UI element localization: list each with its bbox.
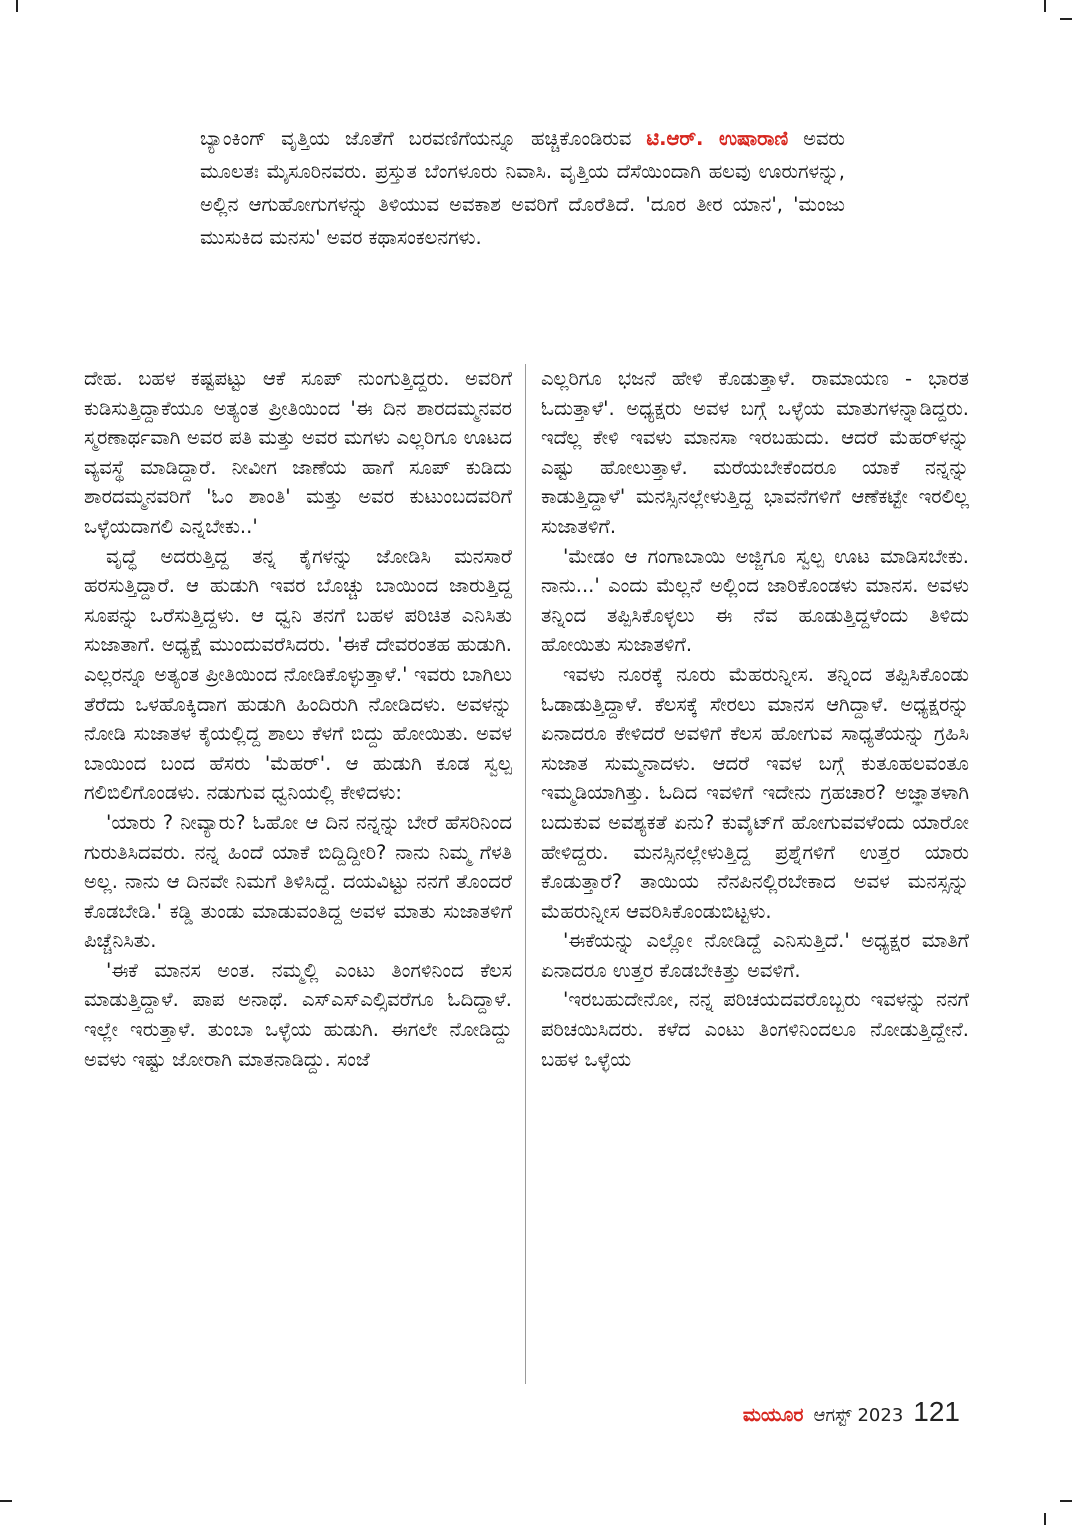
author-name: ಟಿ.ಆರ್. ಉಷಾರಾಣಿ <box>646 127 789 150</box>
paragraph: ವೃದ್ಧೆ ಅದರುತ್ತಿದ್ದ ತನ್ನ ಕೈಗಳನ್ನು ಜೋಡಿಸಿ ಮನಸಾರೆ ಹರಸುತ್ತಿದ್ದಾರೆ. ಆ ಹುಡುಗಿ ಇವರ ಬೊಚ್ಚು ಬಾಯಿಂದ ಜಾರುತ್ತಿದ್ದ ಸೂಪನ್ನು ಒರೆಸುತ್ತಿದ್ದಳು. ಆ ಧ್ವನಿ ತನಗೆ ಬಹಳ ಪರಿಚಿತ ಎನಿಸಿತು ಸುಜಾತಾಗೆ. ಅಧ್ಯಕ್ಷೆ ಮುಂದುವರೆಸಿದರು. 'ಈಕೆ ದೇವರಂತಹ ಹುಡುಗಿ. ಎಲ್ಲರನ್ನೂ ಅತ್ಯಂತ ಪ್ರೀತಿಯಿಂದ ನೋಡಿಕೊಳ್ಳುತ್ತಾಳೆ.' ಇವರು ಬಾಗಿಲು ತೆರೆದು ಒಳಹೊಕ್ಕಿದಾಗ ಹುಡುಗಿ ಹಿಂದಿರುಗಿ ನೋಡಿದಳು. ಅವಳನ್ನು ನೋಡಿ ಸುಜಾತಳ ಕೈಯಲ್ಲಿದ್ದ ಶಾಲು ಕೆಳಗೆ ಬಿದ್ದು ಹೋಯಿತು. ಅವಳ ಬಾಯಿಂದ ಬಂದ ಹೆಸರು 'ಮೆಹರ್'. ಆ ಹುಡುಗಿ ಕೂಡ ಸ್ವಲ್ಪ ಗಲಿಬಿಲಿಗೊಂಡಳು. ನಡುಗುವ ಧ್ವನಿಯಲ್ಲಿ ಕೇಳಿದಳು: <box>84 544 512 805</box>
crop-mark-right-bottom <box>1060 1500 1072 1502</box>
author-bio <box>200 122 845 254</box>
paragraph: ಇವಳು ನೂರಕ್ಕೆ ನೂರು ಮೆಹರುನ್ನೀಸ. ತನ್ನಿಂದ ತಪ್ಪಿಸಿಕೊಂಡು ಓಡಾಡುತ್ತಿದ್ದಾಳೆ. ಕೆಲಸಕ್ಕೆ ಸೇರಲು ಮಾನಸ ಆಗಿದ್ದಾಳೆ. ಅಧ್ಯಕ್ಷರನ್ನು ಏನಾದರೂ ಕೇಳಿದರೆ ಅವಳಿಗೆ ಕೆಲಸ ಹೋಗುವ ಸಾಧ್ಯತೆಯನ್ನು ಗ್ರಹಿಸಿ ಸುಜಾತ ಸುಮ್ಮನಾದಳು. ಆದರೆ ಇವಳ ಬಗ್ಗೆ ಕುತೂಹಲವಂತೂ ಇಮ್ಮಡಿಯಾಗಿತ್ತು. ಓದಿದ ಇವಳಿಗೆ ಇದೇನು ಗ್ರಹಚಾರ? ಅಜ್ಞಾತಳಾಗಿ ಬದುಕುವ ಅವಶ್ಯಕತೆ ಏನು? ಕುವೈಟ್‌ಗೆ ಹೋಗುವವಳೆಂದು ಯಾರೋ ಹೇಳಿದ್ದರು. ಮನಸ್ಸಿನಲ್ಲೇಳುತ್ತಿದ್ದ ಪ್ರಶ್ನೆಗಳಿಗೆ ಉತ್ತರ ಯಾರು ಕೊಡುತ್ತಾರೆ? ತಾಯಿಯ ನೆನಪಿನಲ್ಲಿರಬೇಕಾದ ಅವಳ ಮನಸ್ಸನ್ನು ಮೆಹರುನ್ನೀಸ ಆವರಿಸಿಕೊಂಡುಬಿಟ್ಟಳು. <box>541 662 969 923</box>
paragraph: ದೇಹ. ಬಹಳ ಕಷ್ಟಪಟ್ಟು ಆಕೆ ಸೂಪ್ ನುಂಗುತ್ತಿದ್ದರು. ಅವರಿಗೆ ಕುಡಿಸುತ್ತಿದ್ದಾಕೆಯೂ ಅತ್ಯಂತ ಪ್ರೀತಿಯಿಂದ 'ಈ ದಿನ ಶಾರದಮ್ಮನವರ ಸ್ಮರಣಾರ್ಥವಾಗಿ ಅವರ ಪತಿ ಮತ್ತು ಅವರ ಮಗಳು ಎಲ್ಲರಿಗೂ ಊಟದ ವ್ಯವಸ್ಥೆ ಮಾಡಿದ್ದಾರೆ. ನೀವೀಗ ಜಾಣೆಯ ಹಾಗೆ ಸೂಪ್ ಕುಡಿದು ಶಾರದಮ್ಮನವರಿಗೆ 'ಓಂ ಶಾಂತಿ' ಮತ್ತು ಅವರ ಕುಟುಂಬದವರಿಗೆ ಒಳ್ಳೆಯದಾಗಲಿ ಎನ್ನಬೇಕು..' <box>84 367 512 538</box>
paragraph: ಎಲ್ಲರಿಗೂ ಭಜನೆ ಹೇಳಿ ಕೊಡುತ್ತಾಳೆ. ರಾಮಾಯಣ - ಭಾರತ ಓದುತ್ತಾಳೆ'. ಅಧ್ಯಕ್ಷರು ಅವಳ ಬಗ್ಗೆ ಒಳ್ಳೆಯ ಮಾತುಗಳನ್ನಾಡಿದ್ದರು. ಇದೆಲ್ಲ ಕೇಳಿ ಇವಳು ಮಾನಸಾ ಇರಬಹುದು. ಆದರೆ ಮೆಹರ್‌ಳನ್ನು ಎಷ್ಟು ಹೋಲುತ್ತಾಳೆ. ಮರೆಯಬೇಕೆಂದರೂ ಯಾಕೆ ನನ್ನನ್ನು ಕಾಡುತ್ತಿದ್ದಾಳೆ' ಮನಸ್ಸಿನಲ್ಲೇಳುತ್ತಿದ್ದ ಭಾವನೆಗಳಿಗೆ ಆಣೆಕಟ್ಟೇ ಇರಲಿಲ್ಲ ಸುಜಾತಳಿಗೆ. <box>541 367 969 538</box>
paragraph: 'ಮೇಡಂ ಆ ಗಂಗಾಬಾಯಿ ಅಜ್ಜಿಗೂ ಸ್ವಲ್ಪ ಊಟ ಮಾಡಿಸಬೇಕು. ನಾನು...' ಎಂದು ಮೆಲ್ಲನೆ ಅಲ್ಲಿಂದ ಜಾರಿಕೊಂಡಳು ಮಾನಸ. ಅವಳು ತನ್ನಿಂದ ತಪ್ಪಿಸಿಕೊಳ್ಳಲು ಈ ನೆವ ಹೂಡುತ್ತಿದ್ದಳೆಂದು ತಿಳಿದು ಹೋಯಿತು ಸುಜಾತಳಿಗೆ. <box>541 544 969 657</box>
crop-mark-top-right <box>1044 0 1046 12</box>
crop-mark-top-left <box>16 0 18 12</box>
column-divider <box>525 364 526 1384</box>
issue-date: ಆಗಸ್ಟ್ 2023 <box>813 1405 904 1426</box>
page-number: 121 <box>913 1396 960 1427</box>
left-column <box>84 364 512 1074</box>
paragraph: 'ಇರಬಹುದೇನೋ, ನನ್ನ ಪರಿಚಯದವರೊಬ್ಬರು ಇವಳನ್ನು ನನಗೆ ಪರಿಚಯಿಸಿದರು. ಕಳೆದ ಎಂಟು ತಿಂಗಳಿನಿಂದಲೂ ನೋಡುತ್ತಿದ್ದೇನೆ. ಬಹಳ ಒಳ್ಳೆಯ <box>541 988 969 1071</box>
paragraph: 'ಈಕೆಯನ್ನು ಎಲ್ಲೋ ನೋಡಿದ್ದೆ ಎನಿಸುತ್ತಿದೆ.' ಅಧ್ಯಕ್ಷರ ಮಾತಿಗೆ ಏನಾದರೂ ಉತ್ತರ ಕೊಡಬೇಕಿತ್ತು ಅವಳಿಗೆ. <box>541 929 969 982</box>
paragraph: 'ಈಕೆ ಮಾನಸ ಅಂತ. ನಮ್ಮಲ್ಲಿ ಎಂಟು ತಿಂಗಳಿನಿಂದ ಕೆಲಸ ಮಾಡುತ್ತಿದ್ದಾಳೆ. ಪಾಪ ಅನಾಥೆ. ಎಸ್‌ಎಸ್‌ಎಲ್ಸಿವರೆಗೂ ಓದಿದ್ದಾಳೆ. ಇಲ್ಲೇ ಇರುತ್ತಾಳೆ. ತುಂಬಾ ಒಳ್ಳೆಯ ಹುಡುಗಿ. ಈಗಲೇ ನೋಡಿದ್ದು ಅವಳು ಇಷ್ಟು ಜೋರಾಗಿ ಮಾತನಾಡಿದ್ದು. ಸಂಜೆ <box>84 958 512 1071</box>
magazine-logo: ಮಯೂರ <box>742 1404 804 1426</box>
paragraph: 'ಯಾರು ? ನೀವ್ಯಾರು? ಓಹೋ ಆ ದಿನ ನನ್ನನ್ನು ಬೇರೆ ಹೆಸರಿನಿಂದ ಗುರುತಿಸಿದವರು. ನನ್ನ ಹಿಂದೆ ಯಾಕೆ ಬಿದ್ದಿದ್ದೀರಿ? ನಾನು ನಿಮ್ಮ ಗೆಳತಿ ಅಲ್ಲ. ನಾನು ಆ ದಿನವೇ ನಿಮಗೆ ತಿಳಿಸಿದ್ದೆ. ದಯವಿಟ್ಟು ನನಗೆ ತೊಂದರೆ ಕೊಡಬೇಡಿ.' ಕಡ್ಡಿ ತುಂಡು ಮಾಡುವಂತಿದ್ದ ಅವಳ ಮಾತು ಸುಜಾತಳಿಗೆ ಪಿಚ್ಚೆನಿಸಿತು. <box>84 810 512 953</box>
right-column <box>541 364 969 1074</box>
crop-mark-right-top <box>1060 18 1072 20</box>
bio-intro: ಬ್ಯಾಂಕಿಂಗ್ ವೃತ್ತಿಯ ಜೊತೆಗೆ ಬರವಣಿಗೆಯನ್ನೂ ಹಚ್ಚಿಕೊಂಡಿರುವ <box>200 127 632 150</box>
crop-mark-bottom-right <box>1044 1513 1046 1525</box>
bio-details: ಅವರು ಮೂಲತಃ ಮೈಸೂರಿನವರು. ಪ್ರಸ್ತುತ ಬೆಂಗಳೂರು ನಿವಾಸಿ. ವೃತ್ತಿಯ ದೆಸೆಯಿಂದಾಗಿ ಹಲವು ಊರುಗಳನ್ನು, ಅಲ್ಲಿನ ಆಗುಹೋಗುಗಳನ್ನು ತಿಳಿಯುವ ಅವಕಾಶ ಅವರಿಗೆ ದೊರೆತಿದೆ. 'ದೂರ ತೀರ ಯಾನ', 'ಮಂಜು ಮುಸುಕಿದ ಮನಸು' ಅವರ ಕಥಾಸಂಕಲನಗಳು. <box>200 127 845 249</box>
page-footer <box>743 1396 960 1428</box>
crop-mark-left-bottom <box>0 1500 12 1502</box>
